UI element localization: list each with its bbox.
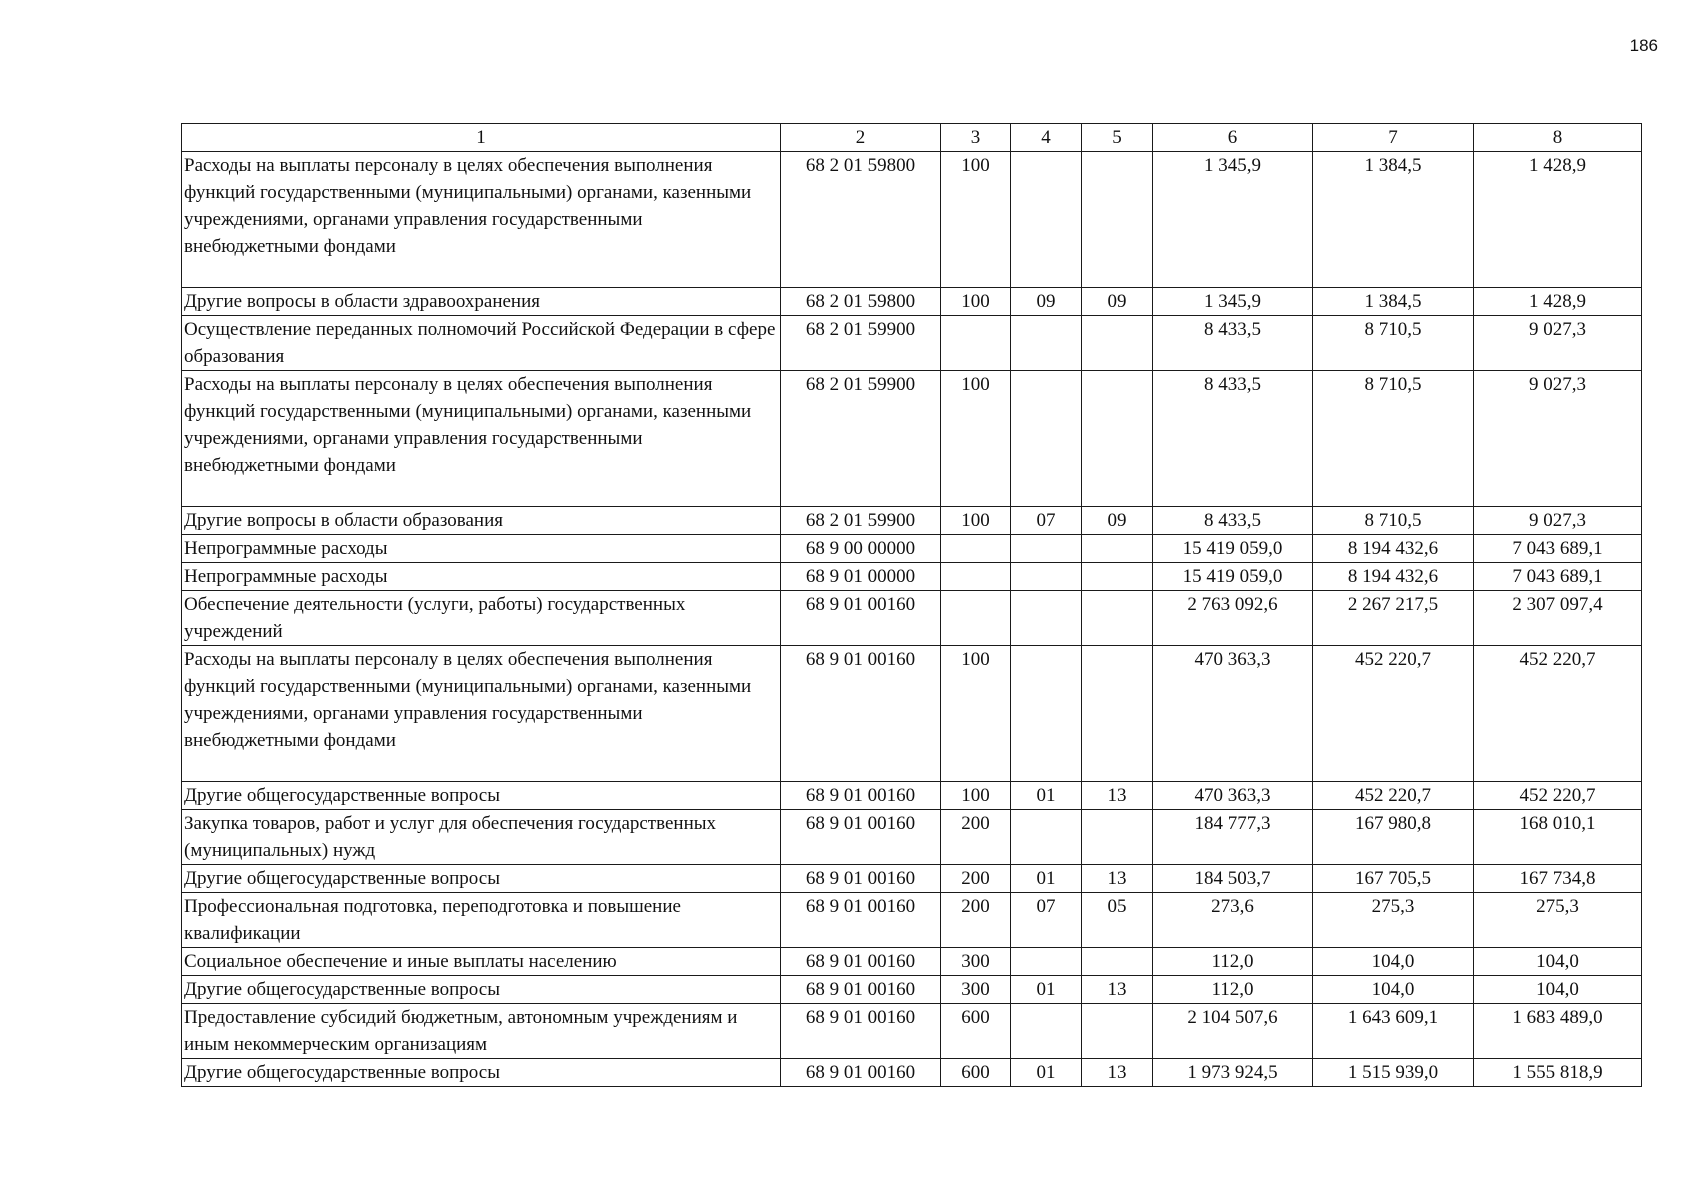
amount-col8-cell: 2 307 097,4 (1474, 591, 1642, 646)
amount-col7-cell: 452 220,7 (1313, 782, 1474, 810)
amount-col8-cell: 104,0 (1474, 948, 1642, 976)
table-row (182, 865, 1642, 893)
section-cell (1011, 591, 1082, 646)
amount-col7-cell: 8 710,5 (1313, 316, 1474, 371)
amount-col8-cell: 9 027,3 (1474, 507, 1642, 535)
section-cell: 01 (1011, 782, 1082, 810)
expense-type-cell (941, 591, 1011, 646)
section-cell: 07 (1011, 507, 1082, 535)
amount-col8-cell: 1 428,9 (1474, 288, 1642, 316)
section-cell (1011, 948, 1082, 976)
budget-code-cell: 68 2 01 59900 (781, 507, 941, 535)
amount-col7-cell: 8 710,5 (1313, 371, 1474, 507)
budget-code-cell: 68 9 01 00000 (781, 563, 941, 591)
subsection-cell (1082, 948, 1153, 976)
expense-type-cell: 100 (941, 288, 1011, 316)
amount-col7-cell: 104,0 (1313, 976, 1474, 1004)
amount-col8-cell: 452 220,7 (1474, 782, 1642, 810)
amount-col6-cell: 15 419 059,0 (1153, 535, 1313, 563)
table-row (182, 810, 1642, 865)
expense-name-cell: Предоставление субсидий бюджетным, автономным учреждениям и иным некоммерческим организациям (182, 1004, 781, 1059)
amount-col6-cell: 184 777,3 (1153, 810, 1313, 865)
expense-name-cell: Непрограммные расходы (182, 563, 781, 591)
amount-col7-cell: 8 194 432,6 (1313, 535, 1474, 563)
amount-col6-cell: 8 433,5 (1153, 507, 1313, 535)
expense-type-cell (941, 316, 1011, 371)
budget-code-cell: 68 9 01 00160 (781, 1004, 941, 1059)
amount-col8-cell: 7 043 689,1 (1474, 563, 1642, 591)
table-row (182, 591, 1642, 646)
header-cell: 6 (1153, 124, 1313, 152)
table-row (182, 893, 1642, 948)
budget-code-cell: 68 9 01 00160 (781, 646, 941, 782)
amount-col8-cell: 275,3 (1474, 893, 1642, 948)
table-row (182, 646, 1642, 782)
expense-name-cell: Непрограммные расходы (182, 535, 781, 563)
table-row (182, 976, 1642, 1004)
amount-col8-cell: 7 043 689,1 (1474, 535, 1642, 563)
amount-col6-cell: 112,0 (1153, 976, 1313, 1004)
table-row (182, 152, 1642, 288)
expense-name-cell: Социальное обеспечение и иные выплаты населению (182, 948, 781, 976)
subsection-cell: 05 (1082, 893, 1153, 948)
expense-type-cell: 100 (941, 782, 1011, 810)
amount-col6-cell: 112,0 (1153, 948, 1313, 976)
amount-col6-cell: 1 973 924,5 (1153, 1059, 1313, 1087)
table-row (182, 948, 1642, 976)
amount-col6-cell: 470 363,3 (1153, 782, 1313, 810)
amount-col8-cell: 167 734,8 (1474, 865, 1642, 893)
expense-name-cell: Закупка товаров, работ и услуг для обеспечения государственных (муниципальных) нужд (182, 810, 781, 865)
budget-code-cell: 68 9 01 00160 (781, 782, 941, 810)
amount-col7-cell: 167 980,8 (1313, 810, 1474, 865)
section-cell (1011, 646, 1082, 782)
amount-col6-cell: 1 345,9 (1153, 152, 1313, 288)
section-cell (1011, 371, 1082, 507)
subsection-cell: 13 (1082, 976, 1153, 1004)
expense-type-cell: 200 (941, 865, 1011, 893)
subsection-cell: 09 (1082, 507, 1153, 535)
amount-col6-cell: 1 345,9 (1153, 288, 1313, 316)
table-row (182, 507, 1642, 535)
header-cell: 2 (781, 124, 941, 152)
section-cell: 07 (1011, 893, 1082, 948)
budget-code-cell: 68 2 01 59800 (781, 152, 941, 288)
section-cell: 01 (1011, 1059, 1082, 1087)
section-cell (1011, 810, 1082, 865)
expense-name-cell: Другие общегосударственные вопросы (182, 976, 781, 1004)
subsection-cell (1082, 591, 1153, 646)
section-cell (1011, 316, 1082, 371)
amount-col8-cell: 168 010,1 (1474, 810, 1642, 865)
subsection-cell (1082, 563, 1153, 591)
header-cell: 7 (1313, 124, 1474, 152)
expense-name-cell: Другие вопросы в области образования (182, 507, 781, 535)
expense-type-cell (941, 563, 1011, 591)
expense-type-cell: 100 (941, 152, 1011, 288)
amount-col7-cell: 167 705,5 (1313, 865, 1474, 893)
amount-col7-cell: 1 384,5 (1313, 288, 1474, 316)
amount-col8-cell: 452 220,7 (1474, 646, 1642, 782)
subsection-cell (1082, 1004, 1153, 1059)
amount-col6-cell: 8 433,5 (1153, 316, 1313, 371)
table-row (182, 1004, 1642, 1059)
header-cell: 1 (182, 124, 781, 152)
subsection-cell: 09 (1082, 288, 1153, 316)
header-cell: 8 (1474, 124, 1642, 152)
amount-col6-cell: 184 503,7 (1153, 865, 1313, 893)
budget-code-cell: 68 9 00 00000 (781, 535, 941, 563)
amount-col7-cell: 104,0 (1313, 948, 1474, 976)
amount-col7-cell: 452 220,7 (1313, 646, 1474, 782)
amount-col8-cell: 9 027,3 (1474, 316, 1642, 371)
amount-col8-cell: 1 428,9 (1474, 152, 1642, 288)
amount-col7-cell: 8 194 432,6 (1313, 563, 1474, 591)
budget-code-cell: 68 9 01 00160 (781, 591, 941, 646)
subsection-cell: 13 (1082, 782, 1153, 810)
amount-col6-cell: 15 419 059,0 (1153, 563, 1313, 591)
subsection-cell (1082, 371, 1153, 507)
amount-col8-cell: 9 027,3 (1474, 371, 1642, 507)
amount-col6-cell: 470 363,3 (1153, 646, 1313, 782)
subsection-cell (1082, 535, 1153, 563)
expense-name-cell: Другие общегосударственные вопросы (182, 1059, 781, 1087)
amount-col7-cell: 8 710,5 (1313, 507, 1474, 535)
expense-name-cell: Профессиональная подготовка, переподготовка и повышение квалификации (182, 893, 781, 948)
section-cell (1011, 1004, 1082, 1059)
header-cell: 4 (1011, 124, 1082, 152)
budget-table (181, 123, 1642, 1087)
budget-code-cell: 68 9 01 00160 (781, 976, 941, 1004)
table-row (182, 316, 1642, 371)
header-cell: 5 (1082, 124, 1153, 152)
expense-type-cell: 300 (941, 976, 1011, 1004)
budget-code-cell: 68 2 01 59800 (781, 288, 941, 316)
expense-type-cell: 600 (941, 1004, 1011, 1059)
amount-col6-cell: 2 763 092,6 (1153, 591, 1313, 646)
table-row (182, 782, 1642, 810)
amount-col6-cell: 273,6 (1153, 893, 1313, 948)
table-row (182, 1059, 1642, 1087)
subsection-cell (1082, 152, 1153, 288)
amount-col7-cell: 1 643 609,1 (1313, 1004, 1474, 1059)
subsection-cell: 13 (1082, 1059, 1153, 1087)
budget-code-cell: 68 9 01 00160 (781, 865, 941, 893)
header-cell: 3 (941, 124, 1011, 152)
expense-name-cell: Осуществление переданных полномочий Российской Федерации в сфере образования (182, 316, 781, 371)
expense-type-cell: 600 (941, 1059, 1011, 1087)
section-cell (1011, 152, 1082, 288)
budget-code-cell: 68 9 01 00160 (781, 893, 941, 948)
amount-col6-cell: 8 433,5 (1153, 371, 1313, 507)
expense-name-cell: Обеспечение деятельности (услуги, работы) государственных учреждений (182, 591, 781, 646)
amount-col7-cell: 275,3 (1313, 893, 1474, 948)
section-cell: 01 (1011, 976, 1082, 1004)
subsection-cell: 13 (1082, 865, 1153, 893)
budget-code-cell: 68 9 01 00160 (781, 810, 941, 865)
subsection-cell (1082, 316, 1153, 371)
budget-code-cell: 68 2 01 59900 (781, 316, 941, 371)
budget-code-cell: 68 2 01 59900 (781, 371, 941, 507)
expense-type-cell: 100 (941, 646, 1011, 782)
amount-col7-cell: 2 267 217,5 (1313, 591, 1474, 646)
amount-col8-cell: 104,0 (1474, 976, 1642, 1004)
budget-code-cell: 68 9 01 00160 (781, 1059, 941, 1087)
table-row (182, 535, 1642, 563)
table-row (182, 288, 1642, 316)
expense-type-cell: 100 (941, 371, 1011, 507)
expense-type-cell: 100 (941, 507, 1011, 535)
expense-name-cell: Другие общегосударственные вопросы (182, 865, 781, 893)
subsection-cell (1082, 646, 1153, 782)
subsection-cell (1082, 810, 1153, 865)
page-number: 186 (1629, 36, 1658, 55)
section-cell (1011, 563, 1082, 591)
header-row (182, 124, 1642, 152)
amount-col7-cell: 1 384,5 (1313, 152, 1474, 288)
amount-col8-cell: 1 683 489,0 (1474, 1004, 1642, 1059)
expense-name-cell: Расходы на выплаты персоналу в целях обеспечения выполнения функций государственными (муниципальными) органами, казенными учреждениями, органами управления государственными внебюджетными фондами (182, 152, 781, 288)
amount-col6-cell: 2 104 507,6 (1153, 1004, 1313, 1059)
budget-code-cell: 68 9 01 00160 (781, 948, 941, 976)
expense-name-cell: Расходы на выплаты персоналу в целях обеспечения выполнения функций государственными (муниципальными) органами, казенными учреждениями, органами управления государственными внебюджетными фондами (182, 371, 781, 507)
expense-name-cell: Другие вопросы в области здравоохранения (182, 288, 781, 316)
amount-col8-cell: 1 555 818,9 (1474, 1059, 1642, 1087)
expense-name-cell: Расходы на выплаты персоналу в целях обеспечения выполнения функций государственными (муниципальными) органами, казенными учреждениями, органами управления государственными внебюджетными фондами (182, 646, 781, 782)
table-row (182, 371, 1642, 507)
section-cell: 01 (1011, 865, 1082, 893)
expense-name-cell: Другие общегосударственные вопросы (182, 782, 781, 810)
section-cell: 09 (1011, 288, 1082, 316)
table-row (182, 563, 1642, 591)
expense-type-cell (941, 535, 1011, 563)
expense-type-cell: 200 (941, 810, 1011, 865)
section-cell (1011, 535, 1082, 563)
amount-col7-cell: 1 515 939,0 (1313, 1059, 1474, 1087)
expense-type-cell: 200 (941, 893, 1011, 948)
expense-type-cell: 300 (941, 948, 1011, 976)
